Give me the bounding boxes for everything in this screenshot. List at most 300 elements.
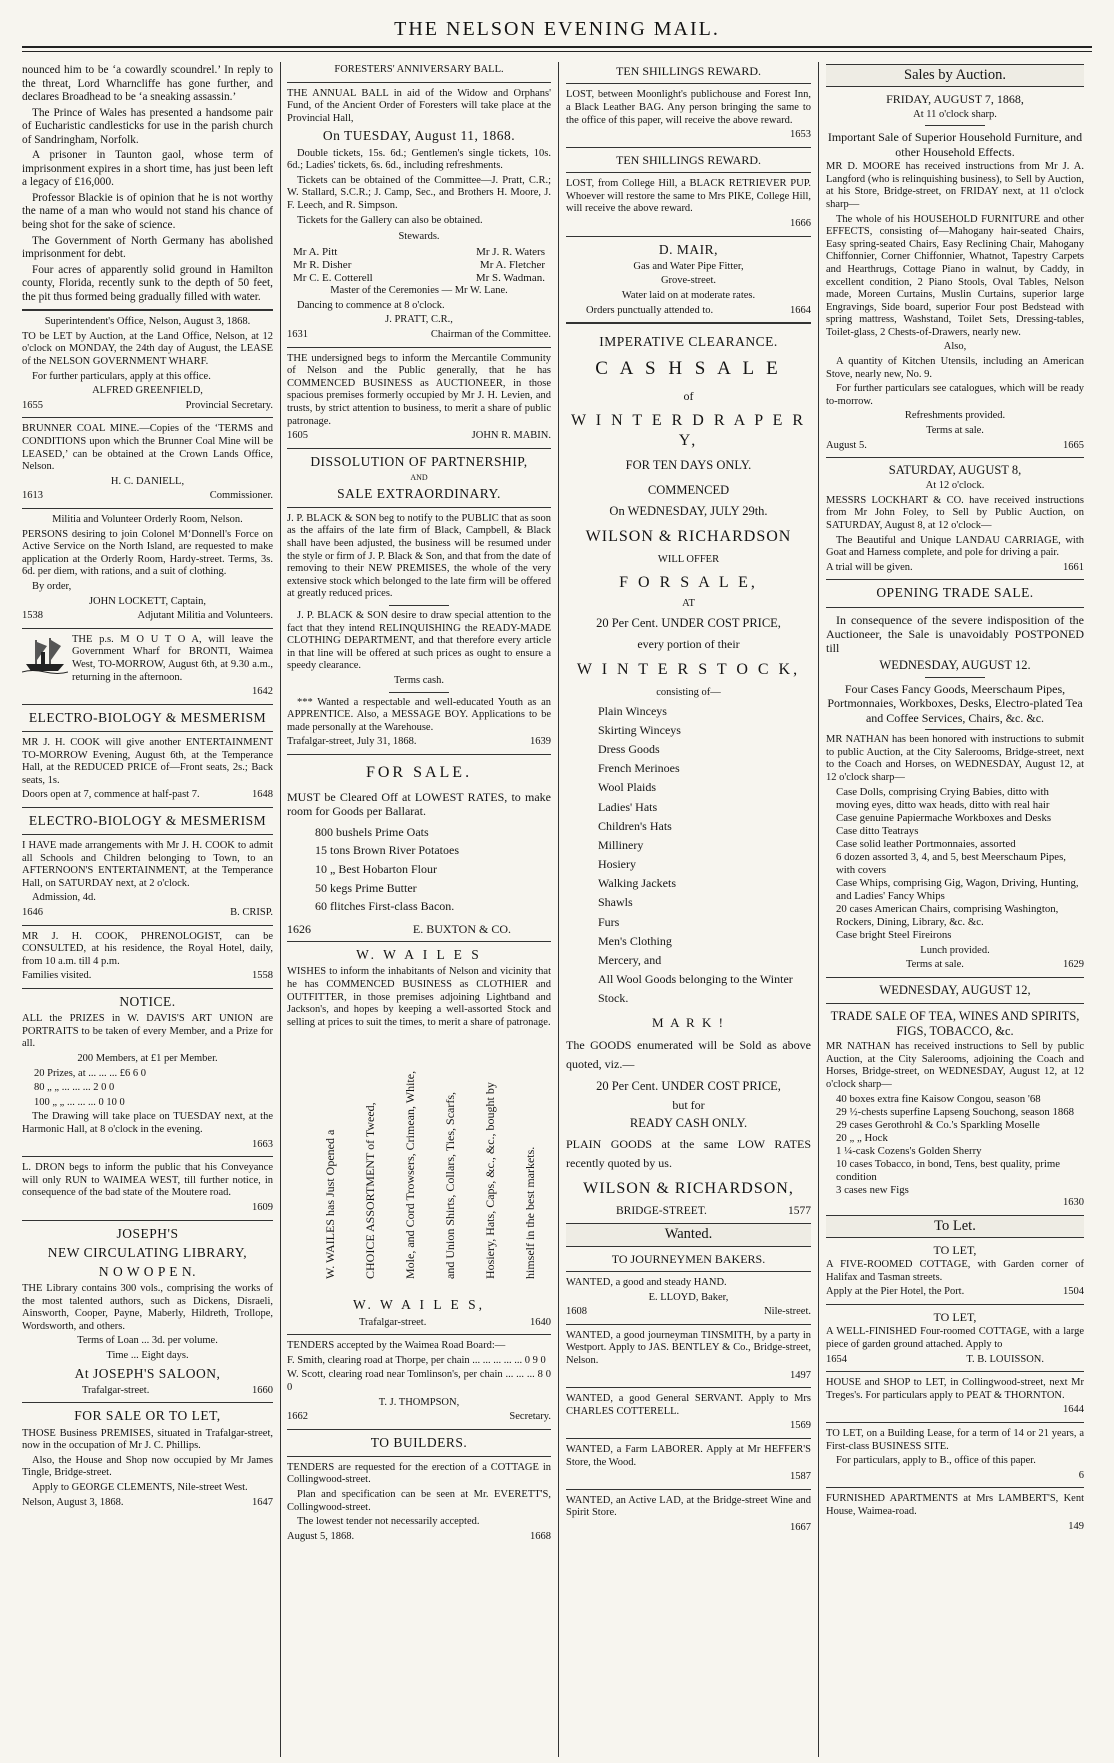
list-item: 60 flitches First-class Bacon. <box>315 899 455 914</box>
advert-text: The Beautiful and Unique LANDAU CARRIAGE, with Goat and Harness complete, and pole for driving a pair. <box>826 534 1084 559</box>
divider <box>826 1422 1084 1423</box>
divider <box>566 1271 811 1272</box>
advert-date: FRIDAY, AUGUST 7, 1868, <box>886 92 1024 107</box>
advert-text: of <box>683 389 694 404</box>
news-paragraph: A prisoner in Taunton gaol, whose term of imprisonment expires in a short time, has just been left a legacy of £16,000. <box>22 149 273 189</box>
advert-text: Apply at the Pier Hotel, the Port. <box>826 1286 965 1298</box>
divider <box>566 147 811 148</box>
advert-body: HOUSE and SHOP to LET, in Collingwood-street, next Mr Treges's. For particulars apply to PEAT & THORNTON. <box>826 1377 1084 1401</box>
advert-text: FOR TEN DAYS ONLY. <box>625 457 752 472</box>
advert-heading: JOSEPH'S <box>116 1225 179 1241</box>
list-item: Case solid leather Portmonnaies, assorted <box>836 838 1016 851</box>
divider <box>826 607 1084 608</box>
advert-text: A trial will be given. <box>826 561 913 573</box>
advert-footer <box>826 562 1084 575</box>
advert-signature: T. B. LOUISSON. <box>966 1353 1044 1365</box>
advert-date: August 5, 1868. <box>287 1530 355 1542</box>
list-item: Case Dolls, comprising Crying Babies, ditto with moving eyes, ditto wax heads, ditto with real hair <box>836 786 1050 812</box>
foresters-ball-advert <box>287 64 551 342</box>
advert-body: I HAVE made arrangements with Mr J. H. COOK to admit all Schools and Children belonging to Town, to an AFTERNOON'S ENTERTAINMENT, at the Temperance Hall, on SATURDAY next, at 2 o'clock. <box>22 840 273 889</box>
column-divider <box>558 62 559 1757</box>
list-item: 20 cases American Chairs, comprising Washington, Rockers, Dining, Library, &c. &c. <box>836 902 1059 928</box>
advert-body: FURNISHED APARTMENTS at Mrs LAMBERT'S, Kent House, Waimea-road. <box>826 1493 1084 1517</box>
column-divider <box>280 62 281 1757</box>
divider <box>389 605 449 606</box>
news-paragraph: Professor Blackie is of opinion that he is not worthy the name of a man who would not stand his chance of being shot for the sake of science. <box>22 191 273 232</box>
masthead-rule <box>22 51 1092 52</box>
divider <box>22 834 273 835</box>
advert-text: Refreshments provided. <box>904 410 1006 422</box>
advert-footer <box>826 959 1084 972</box>
divider <box>566 172 811 173</box>
advert-number: 1655 <box>22 399 43 411</box>
advert-text: Apply to GEORGE CLEMENTS, Nile-street West. <box>32 1481 248 1493</box>
column-4 <box>826 64 1084 1757</box>
advert-heading: SALE EXTRAORDINARY. <box>337 485 501 501</box>
advert-number: 1644 <box>1063 1404 1084 1416</box>
advert-number: 1667 <box>790 1521 811 1533</box>
list-item: 10 „ Best Hobarton Flour <box>315 862 437 877</box>
stewards-heading: Stewards. <box>398 231 440 243</box>
lad-advert <box>566 1495 811 1535</box>
prize-row: 80 „ „ ... ... ... 2 0 0 <box>34 1082 115 1094</box>
advert-signature: E. LLOYD, Baker, <box>648 1291 729 1303</box>
list-item: 40 boxes extra fine Kaisow Congou, season '68 <box>836 1093 1041 1106</box>
advert-number: 1661 <box>1063 561 1084 573</box>
advert-body: MR J. H. COOK, PHRENOLOGIST, can be CONSULTED, at his residence, the Royal Hotel, daily, from 10 a.m. till 4 p.m. <box>22 930 273 967</box>
divider <box>925 125 985 126</box>
advert-number: 1663 <box>252 1138 273 1150</box>
list-item: Case ditto Teatrays <box>836 825 919 838</box>
divider <box>287 1334 551 1335</box>
advert-footer <box>287 1411 551 1424</box>
divider <box>22 1402 273 1403</box>
advert-date: On TUESDAY, August 11, 1868. <box>322 128 516 144</box>
advert-body: MR NATHAN has received instructions to Sell by public Auction, at the City Salerooms, adjoining the Coach and Horses, Bridge-street, on WEDNESDAY, August 12, at 12 o'clock sharp— <box>826 1040 1084 1090</box>
advert-signature: J. PRATT, C.R., <box>385 314 453 326</box>
advert-date: On WEDNESDAY, JULY 29th. <box>609 503 768 518</box>
advert-footer <box>22 970 273 983</box>
vertical-line: W. WAILES has Just Opened a <box>323 1129 337 1279</box>
advert-number: 1666 <box>790 217 811 229</box>
advert-number: 1665 <box>1063 439 1084 451</box>
to-let-advert-4 <box>826 1428 1084 1482</box>
divider <box>22 1220 273 1221</box>
advert-footer <box>22 610 273 623</box>
divider <box>287 82 551 83</box>
divider <box>22 807 273 808</box>
steward-name: Mr C. E. Cotterell <box>293 272 373 285</box>
advert-text: Dancing to commence at 8 o'clock. <box>297 299 445 311</box>
advert-body: TENDERS accepted by the Waimea Road Board:— <box>287 1340 506 1352</box>
electro-biology-advert-2 <box>22 813 273 920</box>
advert-heading: D. MAIR, <box>658 241 719 257</box>
advert-body: MUST be Cleared Off at LOWEST RATES, to make room for Goods per Ballarat. <box>287 790 551 819</box>
advert-heading: TO JOURNEYMEN BAKERS. <box>611 1251 766 1266</box>
advert-text: every portion of their <box>637 637 740 652</box>
advert-body: WISHES to inform the inhabitants of Nelson and vicinity that he has COMMENCED BUSINESS as CLOTHIER and OUTFITTER, in those premises adjoining Lightband and Jackson's, and hopes by keeping a well-assorted Stock and selling at prices to suit the times, to merit a share of patronage. <box>287 966 551 1028</box>
advert-text: Terms of Loan ... 3d. per volume. <box>77 1335 218 1347</box>
advert-body: BRUNNER COAL MINE.—Copies of the ‘TERMS and CONDITIONS upon which the Brunner Coal Mine will be LEASED,’ can be obtained at the Crown Lands Office, Nelson. <box>22 423 273 473</box>
advert-number: 1662 <box>287 1411 308 1423</box>
advert-footer <box>22 400 273 413</box>
advert-footer <box>566 1306 811 1319</box>
advert-street: BRIDGE-STREET. <box>616 1204 707 1217</box>
advert-body: THE undersigned begs to inform the Mercantile Community of Nelson and the Public generally, that he has COMMENCED BUSINESS as AUCTIONEER, in those spacious premises formerly occupied by Mr J. H. Levien, and trusts, by strict attention to business, to merit a share of public patronage. <box>287 352 551 427</box>
list-item: Shawls <box>598 895 633 910</box>
divider <box>566 322 811 324</box>
advert-footer <box>22 907 273 920</box>
advert-heading: NOTICE. <box>119 994 176 1010</box>
notice-advert <box>22 994 273 1151</box>
advert-text: Orders punctually attended to. <box>586 304 714 316</box>
divider <box>22 309 273 311</box>
divider <box>287 754 551 755</box>
stewards-row <box>287 259 551 272</box>
list-item: Skirting Winceys <box>598 722 681 737</box>
list-item: Walking Jackets <box>598 876 677 891</box>
advert-text: COMMENCED <box>647 482 730 497</box>
auction-item-list <box>826 1093 1084 1197</box>
advert-number: 1654 <box>826 1353 847 1365</box>
advert-text: Water laid on at moderate rates. <box>621 289 756 301</box>
wharf-advert <box>22 316 273 412</box>
advert-footer <box>287 922 551 936</box>
advert-footer <box>826 1354 1084 1367</box>
advert-heading: ELECTRO-BIOLOGY & MESMERISM <box>28 812 267 828</box>
list-item: 3 cases new Figs <box>836 1183 909 1196</box>
advert-footer <box>566 1205 811 1219</box>
advert-number: 1629 <box>1063 959 1084 971</box>
divider <box>287 941 551 942</box>
divider <box>566 236 811 237</box>
advert-text: Master of the Ceremonies — Mr W. Lane. <box>330 285 508 297</box>
advert-footer <box>566 305 811 318</box>
divider <box>826 1003 1084 1004</box>
advert-signature: B. CRISP. <box>230 907 273 919</box>
advert-text: Lunch provided. <box>920 944 990 956</box>
advert-footer <box>22 789 273 802</box>
advert-number: 1569 <box>790 1420 811 1432</box>
advert-body: WANTED, an Active LAD, at the Bridge-street Wine and Spirit Store. <box>566 1494 811 1519</box>
advert-firm: WILSON & RICHARDSON <box>585 527 792 545</box>
advert-heading: W I N T E R D R A P E R Y, <box>570 412 807 449</box>
militia-advert <box>22 514 273 623</box>
advert-date: August 5. <box>826 439 867 451</box>
advert-footer <box>826 440 1084 453</box>
advert-body: TO be LET by Auction, at the Land Office, Nelson, at 12 o'clock on MONDAY, the 24th day of August, the LEASE of the NELSON GOVERNMENT WHARF. <box>22 330 273 368</box>
divider <box>826 579 1084 580</box>
advert-text: Families visited. <box>22 970 92 982</box>
advert-title: Secretary. <box>509 1411 551 1423</box>
wailes-advert <box>287 947 551 1329</box>
advert-footer <box>826 1286 1084 1299</box>
reward-advert-2 <box>566 153 811 231</box>
divider <box>287 448 551 449</box>
news-paragraph: nounced him to be ‘a cowardly scoundrel.’ In reply to the threat, Lord Wharncliffe has gone further, and declares Broadhead to be ‘a sneaking assassin.’ <box>22 64 273 104</box>
advert-date: SATURDAY, AUGUST 8, <box>888 463 1022 478</box>
premises-advert <box>22 1408 273 1509</box>
servant-advert <box>566 1393 811 1433</box>
electro-biology-advert-1 <box>22 710 273 802</box>
wednesday-trade-sale-advert <box>826 983 1084 1210</box>
list-item: Hosiery <box>598 857 636 872</box>
coal-advert <box>22 423 273 503</box>
divider <box>925 677 985 678</box>
advert-text: WILL OFFER <box>657 554 720 566</box>
list-item: Men's Clothing <box>598 933 672 948</box>
divider <box>22 925 273 926</box>
newspaper-title: THE NELSON EVENING MAIL. <box>394 18 720 40</box>
advert-body: WANTED, a good General SERVANT. Apply to Mrs CHARLES COTTERELL. <box>566 1393 811 1417</box>
list-item: Dress Goods <box>598 741 660 756</box>
masthead-rule <box>22 46 1092 48</box>
divider <box>287 1456 551 1457</box>
advert-text: The Drawing will take place on TUESDAY next, at the Harmonic Hall, at 8 o'clock in the evening. <box>22 1111 273 1135</box>
list-item: Ladies' Hats <box>598 799 658 814</box>
advert-body: PLAIN GOODS at the same LOW RATES recently quoted by us. <box>566 1136 811 1171</box>
divider <box>826 1487 1084 1488</box>
advert-address: Superintendent's Office, Nelson, August 3, 1868. <box>44 316 251 328</box>
divider <box>826 977 1084 978</box>
list-item: 20 „ „ Hock <box>836 1132 888 1145</box>
list-item: 10 cases Tobacco, in bond, Tens, best quality, prime condition <box>836 1158 1061 1183</box>
advert-title: Adjutant Militia and Volunteers. <box>137 610 273 622</box>
advert-heading: TRADE SALE OF TEA, WINES AND SPIRITS, FIGS, TOBACCO, &c. <box>830 1008 1080 1038</box>
advert-body: A WELL-FINISHED Four-roomed COTTAGE, with a large piece of garden ground attached. Apply to <box>826 1326 1084 1351</box>
advert-date: Nelson, August 3, 1868. <box>22 1496 124 1508</box>
advert-heading: TO LET, <box>933 1310 977 1325</box>
advert-text: Time ... Eight days. <box>106 1350 189 1362</box>
advert-number: 1504 <box>1063 1286 1084 1298</box>
advert-text: For particulars, apply to B., office of this paper. <box>836 1455 1036 1467</box>
advert-heading: ELECTRO-BIOLOGY & MESMERISM <box>28 709 267 725</box>
advert-body: THOSE Business PREMISES, situated in Trafalgar-street, now in the occupation of Mr J. C. Phillips. <box>22 1427 273 1452</box>
list-item: Case Whips, comprising Gig, Wagon, Driving, Hunting, and Ladies' Fancy Whips <box>836 876 1079 902</box>
section-header-to-let: To Let. <box>826 1215 1084 1238</box>
advert-time: At 11 o'clock sharp. <box>913 108 997 120</box>
advert-text: Terms at sale. <box>906 959 964 971</box>
list-item: Mercery, and <box>598 953 662 968</box>
library-advert <box>22 1226 273 1398</box>
opening-trade-sale-advert <box>826 585 1084 972</box>
steward-name: Mr J. R. Waters <box>476 245 545 258</box>
advert-number: 1587 <box>790 1471 811 1483</box>
advert-heading: M A R K ! <box>652 1014 725 1030</box>
advert-body: The GOODS enumerated will be Sold as above quoted, viz.— <box>566 1038 811 1072</box>
advert-signature: JOHN LOCKETT, Captain, <box>88 595 207 607</box>
divider <box>826 1304 1084 1305</box>
advert-body: MR J. H. COOK will give another ENTERTAINMENT TO-MORROW Evening, August 6th, at the Temperance Hall, at the REDUCED PRICE of—Front seats, 2s.; Back seats, 1s. <box>22 736 273 786</box>
advert-body: THE ANNUAL BALL in aid of the Widow and Orphans' Fund, of the Ancient Order of Foresters will take place at the Provincial Hall, <box>287 87 551 124</box>
list-item: 15 tons Brown River Potatoes <box>315 843 459 858</box>
friday-auction-advert <box>826 92 1084 452</box>
masthead <box>0 0 1114 58</box>
advert-heading: FOR SALE. <box>365 763 473 781</box>
advert-footer <box>287 329 551 342</box>
to-let-advert-1 <box>826 1243 1084 1299</box>
list-item: Wool Plaids <box>598 780 657 795</box>
tinsmith-advert <box>566 1330 811 1382</box>
advert-number: 1631 <box>287 329 308 341</box>
advert-text: Grove-street. <box>660 275 717 287</box>
bakers-advert <box>566 1252 811 1319</box>
vertical-line: himself in the best markets. <box>523 1146 537 1279</box>
advert-date: WEDNESDAY, AUGUST 12. <box>879 657 1031 672</box>
advert-number: 6 <box>1078 1469 1084 1481</box>
advert-heading: TEN SHILLINGS REWARD. <box>616 152 761 167</box>
vertical-advert-block <box>287 1033 551 1293</box>
advert-body: PERSONS desiring to join Colonel M‘Donnell's Force on Active Service on the North Island, are requested to make application at the Orderly Room, Hardy-street. Terms, 3s. 6d. per diem, with rations, and a suit of clothing. <box>22 528 273 578</box>
advert-text: Plan and specification can be seen at Mr. EVERETT'S, Collingwood-street. <box>287 1489 551 1513</box>
steamship-icon <box>22 634 68 674</box>
divider <box>22 417 273 418</box>
advert-text: Also, <box>943 341 967 353</box>
list-item: 6 dozen assorted 3, 4, and 5, best Meerschaum Pipes, with covers <box>836 851 1066 876</box>
advert-text: but for <box>672 1097 705 1112</box>
advert-heading: At JOSEPH'S SALOON, <box>74 1365 221 1381</box>
advert-text: Admission, 4d. <box>32 892 96 904</box>
advert-number: 1653 <box>790 129 811 141</box>
advert-number: 1647 <box>252 1496 273 1508</box>
advert-number: 1538 <box>22 610 43 622</box>
column-2 <box>287 64 551 1757</box>
advert-title: Commissioner. <box>209 490 273 502</box>
advert-text: consisting of— <box>656 686 721 698</box>
news-paragraph: The Government of North Germany has abolished imprisonment for debt. <box>22 234 273 261</box>
list-item: Children's Hats <box>598 818 672 833</box>
advert-number: 1639 <box>530 736 551 748</box>
list-item: 29 cases Gerothrohl & Co.'s Sparkling Moselle <box>836 1119 1040 1132</box>
advert-body: TO LET, on a Building Lease, for a term of 14 or 21 years, a First-class BUSINESS SITE. <box>826 1428 1084 1452</box>
steward-name: Mr S. Wadman. <box>475 272 545 285</box>
list-item: Furs <box>598 914 620 929</box>
advert-body: WANTED, a good journeyman TINSMITH, by a party in Westport. Apply to JAS. BENTLEY & Co., Bridge-street, Nelson. <box>566 1329 811 1367</box>
advert-body: WANTED, a good and steady HAND. <box>566 1277 727 1289</box>
divider <box>22 988 273 989</box>
advert-number: 149 <box>1068 1520 1084 1532</box>
stock-list <box>566 702 811 1009</box>
reward-advert-1 <box>566 64 811 142</box>
advert-heading: N O W O P E N. <box>98 1263 197 1279</box>
advert-number: 1630 <box>1063 1196 1084 1208</box>
divider <box>566 1438 811 1439</box>
advert-number: 1558 <box>252 970 273 982</box>
advert-number: 1660 <box>252 1384 273 1396</box>
advert-number: 1577 <box>788 1204 811 1217</box>
advert-body: A FIVE-ROOMED COTTAGE, with Garden corner of Halifax and Tasman streets. <box>826 1259 1084 1283</box>
advert-text: The lowest tender not necessarily accepted. <box>297 1516 480 1528</box>
tenders-advert <box>287 1340 551 1424</box>
divider <box>389 692 449 693</box>
advert-time: At 12 o'clock. <box>925 480 985 492</box>
dissolution-advert <box>287 454 551 749</box>
divider <box>826 457 1084 458</box>
advert-heading: W I N T E R S T O C K, <box>576 660 801 678</box>
news-paragraph: Four acres of apparently solid ground in Hamilton county, Florida, recently sunk to the depth of 50 feet, the pit thus formed being gradually filled with water. <box>22 263 273 303</box>
advert-text: 200 Members, at £1 per Member. <box>77 1052 218 1064</box>
divider <box>566 1387 811 1388</box>
advert-text: Terms cash. <box>394 674 444 686</box>
advert-number: 1626 <box>287 921 311 936</box>
prize-row: 100 „ „ ... ... ... 0 10 0 <box>34 1096 125 1108</box>
advert-text: For further particulars see catalogues, which will be ready to-morrow. <box>826 383 1084 407</box>
advert-number: 1668 <box>530 1530 551 1542</box>
vertical-line: Mole, and Cord Trowsers, Crimean, White, <box>403 1070 417 1279</box>
auctioneer-advert <box>287 353 551 443</box>
advert-firm: WILSON & RICHARDSON, <box>583 1180 794 1198</box>
advert-number: 1605 <box>287 430 308 442</box>
advert-text: Double tickets, 15s. 6d.; Gentlemen's single tickets, 10s. 6d.; Ladies' tickets, 6s. 6d., including refreshments. <box>287 147 551 172</box>
auction-item-list <box>826 786 1084 941</box>
divider <box>925 729 985 730</box>
advert-signature: H. C. DANIELL, <box>110 475 185 487</box>
divider <box>287 507 551 508</box>
advert-number: 1664 <box>790 304 811 316</box>
advert-text: The whole of his HOUSEHOLD FURNITURE and other EFFECTS, consisting of—Mahogany hair-seated Chairs, Easy spring-seated Chairs, Easy Reclining Chair, Mahogany Chiffonnier, Corner Chiffonnier, Whatnot, Tapestry Carpets and Hearthrugs, Cottage Piano in walnut, by Caddy, in excellent condition, 2 Piano Stools, Oval Tables, Nelson made, Moreen Curtains, Muslin Curtains, superior large Engravings, Side board, superior Four post Bedstead with spring mattress, Washstand, Toilet Sets, Dressing-tables, Toilet-glass, 2 Chests-of-Drawers, nearly new. <box>826 213 1084 338</box>
list-item: Case bright Steel Fireirons <box>836 928 952 941</box>
list-item: French Merinoes <box>598 761 680 776</box>
list-item: 50 kegs Prime Butter <box>315 880 417 895</box>
steward-name: Mr A. Pitt <box>293 245 338 258</box>
advert-text: READY CASH ONLY. <box>629 1115 748 1130</box>
divider <box>22 628 273 629</box>
advert-heading: FORESTERS' ANNIVERSARY BALL. <box>334 64 504 75</box>
list-item: 800 bushels Prime Oats <box>315 824 429 839</box>
advert-number: 1642 <box>252 686 273 698</box>
advert-text: A quantity of Kitchen Utensils, including an American Stove, nearly new, No. 9. <box>826 356 1084 380</box>
builders-advert <box>287 1435 551 1544</box>
steward-name: Mr R. Disher <box>293 258 352 271</box>
advert-heading: C A S H S A L E <box>595 358 782 380</box>
advert-signature: ALFRED GREENFIELD, <box>92 385 203 397</box>
stewards-row <box>287 272 551 285</box>
advert-body: MR D. MOORE has received instructions from Mr J. A. Langford (who is relinquishing business), to Sell by Auction, at his Store, Bridge-street, on FRIDAY next, at 11 o'clock sharp— <box>826 161 1084 210</box>
advert-text: 20 Per Cent. UNDER COST PRICE, <box>596 616 781 631</box>
list-item: All Wool Goods belonging to the Winter Stock. <box>598 972 793 1006</box>
advert-heading: TO LET, <box>933 1242 977 1257</box>
advert-body: L. DRON begs to inform the public that his Conveyance will only RUN to WAIMEA WEST, till further notice, in consequence of the bad state of the Moutere road. <box>22 1162 273 1199</box>
prize-row: 20 Prizes, at ... ... ... £6 6 0 <box>34 1067 146 1079</box>
moutoa-advert <box>22 634 273 699</box>
advert-text: Also, the House and Shop now occupied by Mr James Tingle, Bridge-street. <box>22 1454 273 1479</box>
advert-heading: FOR SALE OR TO LET, <box>74 1408 221 1424</box>
advert-body: ALL the PRIZES in W. DAVIS'S ART UNION are PORTRAITS to be taken of every Member, and a Prize for all. <box>22 1013 273 1050</box>
advert-signature: T. J. THOMPSON, <box>378 1396 460 1408</box>
advert-title: Provincial Secretary. <box>185 399 273 411</box>
goods-list <box>287 823 551 916</box>
divider <box>287 347 551 348</box>
advert-street: Trafalgar-street. <box>82 1384 150 1396</box>
list-item: 1 ¼-cask Cozens's Golden Sherry <box>836 1145 982 1158</box>
advert-body: THE Library contains 300 vols., comprising the works of the most talented authors, such as Dickens, Disraeli, Ainsworth, Cooper, Payne, Maberly, Hildreth, Trollope, Wordsworth, and others. <box>22 1283 273 1332</box>
divider <box>287 1429 551 1430</box>
list-item: Plain Winceys <box>598 703 667 718</box>
advert-date: WEDNESDAY, AUGUST 12, <box>879 982 1031 997</box>
advert-number: 1646 <box>22 907 43 919</box>
advert-text: For further particulars, apply at this office. <box>32 370 211 382</box>
advert-title: Chairman of the Committee. <box>430 329 551 341</box>
advert-footer <box>287 1531 551 1544</box>
advert-heading: F O R S A L E, <box>619 573 758 591</box>
section-header-wanted: Wanted. <box>566 1223 811 1246</box>
advert-body: LOST, between Moonlight's publichouse and Forest Inn, a Black Leather BAG. Any person bringing the same to the office of this paper, will receive the above reward. <box>566 89 811 126</box>
advert-text: Tickets for the Gallery can also be obtained. <box>297 214 483 226</box>
mair-advert <box>566 242 811 318</box>
advert-date: Trafalgar-street, July 31, 1868. <box>287 736 417 748</box>
divider <box>22 731 273 732</box>
divider <box>22 508 273 509</box>
